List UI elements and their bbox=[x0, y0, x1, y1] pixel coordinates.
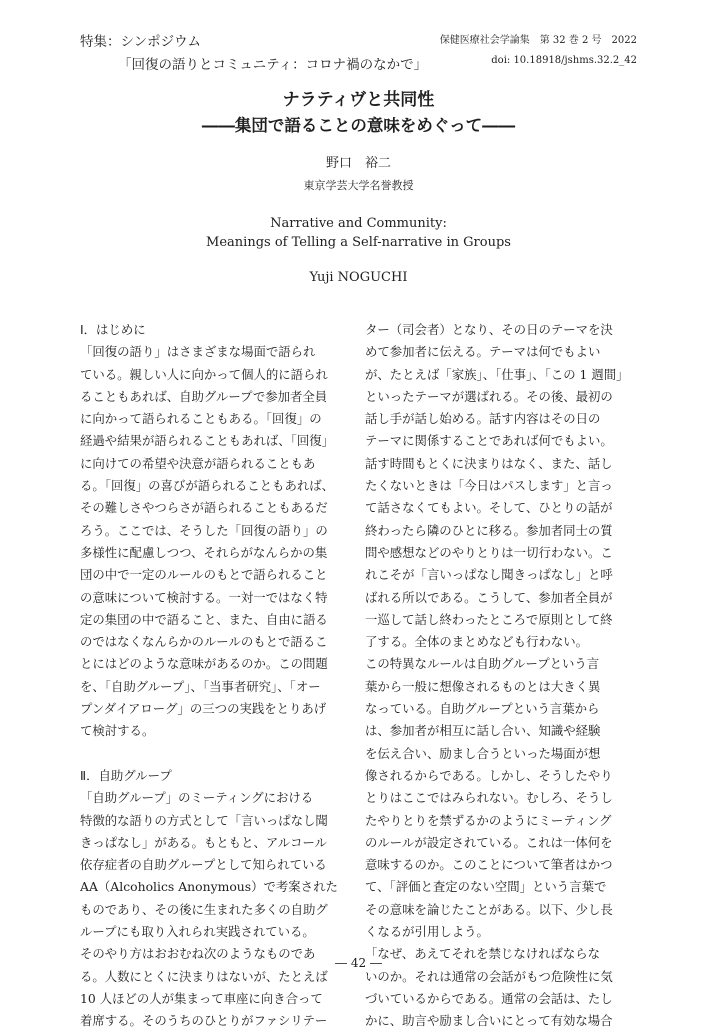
text-line: AA（Alcoholics Anonymous）で考案された bbox=[80, 879, 338, 895]
text-line: ろう。ここでは、そうした「回復の語り」の bbox=[80, 522, 328, 538]
text-line: 定の集団の中で語ること、また、自由に語る bbox=[80, 611, 328, 627]
section-1-body bbox=[80, 341, 352, 742]
text-line: 話し手が話し始める。話す内容はその日の bbox=[365, 411, 601, 427]
english-title-line-1: Narrative and Community: bbox=[270, 216, 447, 231]
text-line: 意味するのか。このことについて筆者はかつ bbox=[365, 857, 613, 873]
text-line: 多様性に配慮しつつ、それらがなんらかの集 bbox=[80, 544, 328, 560]
right-column bbox=[365, 319, 637, 1033]
text-line: その難しさやつらさが語られることもあるだ bbox=[80, 500, 328, 516]
text-line: 経過や結果が語られることもあれば、「回復」 bbox=[80, 433, 335, 449]
feature-header bbox=[80, 31, 427, 77]
text-line: て話さなくてもよい。そして、ひとりの話が bbox=[365, 500, 613, 516]
english-title-line-2: Meanings of Telling a Self-narrative in Groups bbox=[206, 235, 511, 250]
doi-text: doi: 10.18918/jshms.32.2_42 bbox=[491, 55, 637, 66]
text-line: を、「自助グループ」、「当事者研究」、「オー bbox=[80, 678, 321, 694]
text-line: の意味について検討する。一対一ではなく特 bbox=[80, 589, 328, 605]
text-line: 「自助グループ」のミーティングにおける bbox=[80, 790, 314, 806]
page-number: ― 42 ― bbox=[335, 956, 382, 970]
text-line: づいているからである。通常の会話は、たし bbox=[365, 990, 613, 1006]
text-line: かに、助言や励まし合いにとって有効な場合 bbox=[365, 1013, 613, 1029]
text-line: ばれる所以である。こうして、参加者全員が bbox=[365, 589, 613, 605]
section-2-heading: Ⅱ．自助グループ bbox=[80, 767, 172, 783]
text-line: この特異なルールは自助グループという言 bbox=[365, 656, 600, 672]
text-line: ている。親しい人に向かって個人的に語られ bbox=[80, 366, 328, 382]
text-line: ター（司会者）となり、その日のテーマを決 bbox=[365, 322, 613, 337]
text-line: のルールが設定されている。これは一体何を bbox=[365, 834, 613, 850]
text-line: れこそが「言いっぱなし聞きっぱなし」と呼 bbox=[365, 567, 613, 583]
text-line: その意味を論じたことがある。以下、少し長 bbox=[365, 901, 613, 917]
text-line: 「なぜ、あえてそれを禁じなければならな bbox=[365, 946, 601, 962]
author-name-en: Yuji NOGUCHI bbox=[309, 270, 408, 285]
article-subtitle: ――集団で語ることの意味をめぐって―― bbox=[201, 116, 516, 135]
text-line: のではなくなんらかのルールのもとで語るこ bbox=[80, 634, 328, 650]
text-line: 了する。全体のまとめなども行わない。 bbox=[365, 634, 589, 650]
text-line: とりはここではみられない。むしろ、そうし bbox=[365, 790, 613, 806]
text-line: テーマに関係することであれば何でもよい。 bbox=[365, 433, 613, 449]
text-line: ものであり、その後に生まれた多くの自助グ bbox=[80, 901, 328, 917]
text-line: る。人数にとくに決まりはないが、たとえば bbox=[80, 968, 328, 984]
text-line: きっぱなし」がある。もともと、アルコール bbox=[80, 834, 328, 850]
text-line: めて参加者に伝える。テーマは何でもよい bbox=[365, 344, 601, 360]
text-line: といったテーマが選ばれる。その後、最初の bbox=[365, 388, 613, 404]
text-line: 問や感想などのやりとりは一切行わない。こ bbox=[365, 544, 613, 560]
text-line: なっている。自助グループという言葉から bbox=[365, 701, 600, 717]
text-line: プンダイアローグ」の三つの実践をとりあげ bbox=[80, 701, 327, 717]
text-line: て、「評価と査定のない空間」という言葉で bbox=[365, 879, 607, 895]
text-line: 終わったら隣のひとに移る。参加者同士の質 bbox=[365, 522, 613, 538]
text-line: いのか。それは通常の会話がもつ危険性に気 bbox=[365, 968, 613, 984]
text-line: 団の中で一定のルールのもとで語られること bbox=[80, 567, 328, 583]
text-line: 話す時間もとくに決まりはなく、また、話し bbox=[365, 455, 613, 471]
section-gap bbox=[80, 743, 352, 765]
text-line: 特徴的な語りの方式として「言いっぱなし聞 bbox=[80, 812, 328, 828]
right-column-body bbox=[365, 319, 637, 1033]
symposium-title: 「回復の語りとコミュニティ：コロナ禍のなかで」 bbox=[118, 57, 428, 73]
text-line: ることもあれば、自助グループで参加者全員 bbox=[80, 388, 328, 404]
text-line: くなるが引用しよう。 bbox=[365, 924, 489, 940]
text-line: 10 人ほどの人が集まって車座に向き合って bbox=[80, 990, 323, 1006]
text-line: が、たとえば「家族」、「仕事」、「この 1 週間」 bbox=[365, 366, 629, 382]
text-line: に向けての希望や決意が語られることもあ bbox=[80, 455, 316, 471]
text-line: 一巡して話し終わったところで原則として終 bbox=[365, 611, 613, 627]
text-line: に向かって語られることもある。「回復」の bbox=[80, 411, 322, 427]
text-line: は、参加者が相互に話し合い、知識や経験 bbox=[365, 723, 601, 739]
left-column bbox=[80, 319, 352, 1033]
text-line: 「回復の語り」はさまざまな場面で語られ bbox=[80, 344, 316, 360]
text-line: る。「回復」の喜びが語られることもあれば、 bbox=[80, 478, 335, 494]
journal-header bbox=[440, 31, 637, 71]
article-title: ナラティヴと共同性 bbox=[282, 90, 435, 110]
text-line: たくないときは「今日はパスします」と言っ bbox=[365, 478, 613, 494]
journal-info: 保健医療社会学論集 第 32 巻 2 号 2022 bbox=[439, 35, 637, 46]
text-line: 像されるからである。しかし、そうしたやり bbox=[365, 767, 613, 783]
text-line: を伝え合い、励まし合うといった場面が想 bbox=[365, 745, 601, 761]
section-1-heading: Ⅰ．はじめに bbox=[80, 322, 146, 337]
author-affiliation: 東京学芸大学名誉教授 bbox=[303, 179, 414, 192]
text-line: ループにも取り入れられ実践されている。 bbox=[80, 924, 315, 940]
text-line: 葉から一般に想像されるものとは大きく異 bbox=[365, 678, 601, 694]
text-line: 着席する。そのうちのひとりがファシリテー bbox=[80, 1013, 328, 1029]
text-line: て検討する。 bbox=[80, 723, 155, 739]
feature-label: 特集：シンポジウム bbox=[80, 34, 202, 50]
author-name-ja: 野口 裕二 bbox=[325, 156, 391, 171]
section-2-body bbox=[80, 787, 352, 1032]
text-line: とにはどのような意味があるのか。この問題 bbox=[80, 656, 328, 672]
text-line: 依存症者の自助グループとして知られている bbox=[80, 857, 327, 873]
text-line: たやりとりを禁ずるかのようにミーティング bbox=[365, 812, 612, 828]
text-line: そのやり方はおおむね次のようなものであ bbox=[80, 946, 316, 962]
